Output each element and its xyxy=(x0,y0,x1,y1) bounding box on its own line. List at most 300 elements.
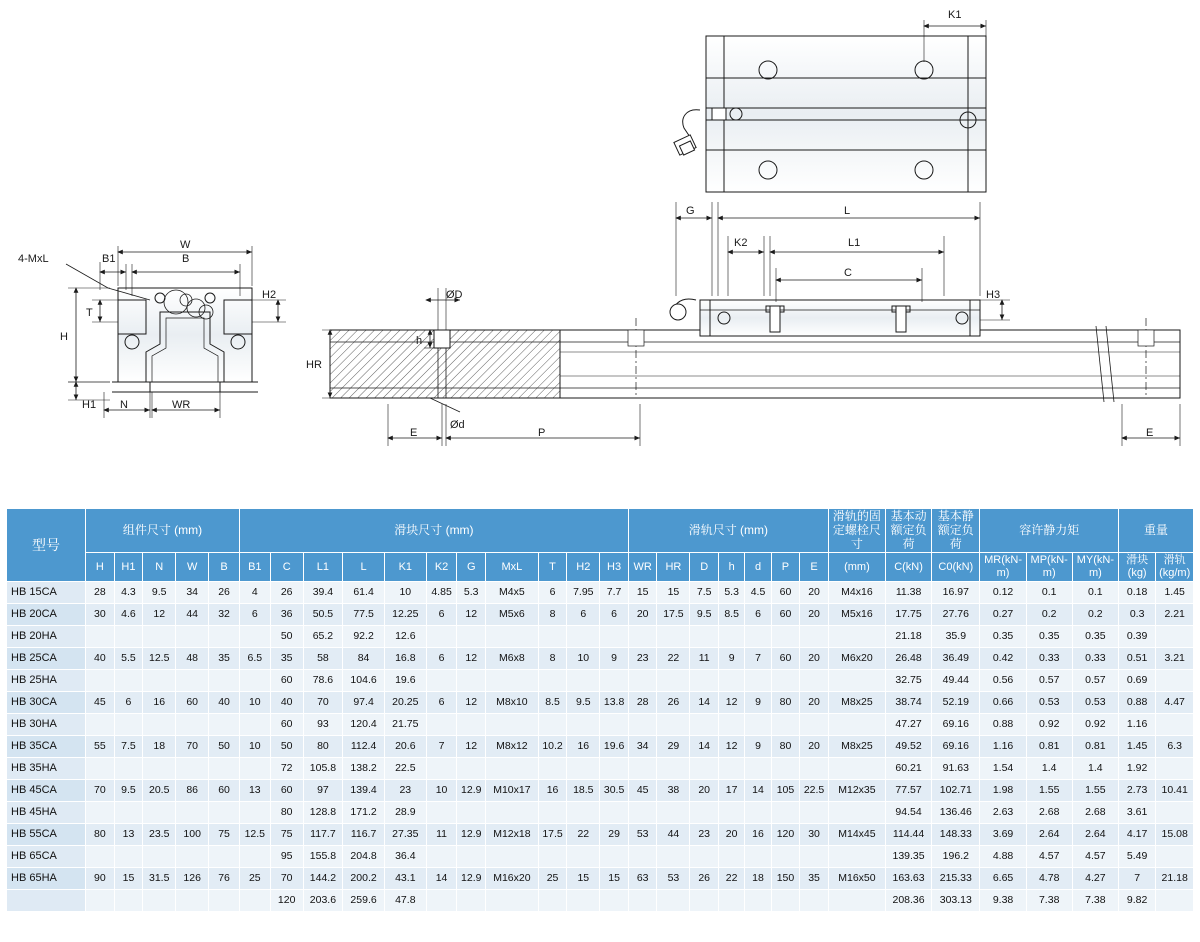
cell-滑轨(kg/m) xyxy=(1156,713,1194,735)
cell-D: 14 xyxy=(690,691,719,713)
cell-D xyxy=(690,801,719,823)
cell-N: 20.5 xyxy=(143,779,176,801)
cell-H2 xyxy=(567,669,600,691)
cell-K2 xyxy=(426,801,457,823)
cell-N: 12 xyxy=(143,603,176,625)
cell-E: 20 xyxy=(800,691,829,713)
spec-table-body xyxy=(7,581,1194,911)
cell-model: HB 45HA xyxy=(7,801,86,823)
cell-C: 36 xyxy=(270,603,303,625)
cell-G: 12 xyxy=(457,603,486,625)
cell-WR xyxy=(628,889,657,911)
cell-W: 70 xyxy=(176,735,209,757)
cell-P: 105 xyxy=(771,779,800,801)
cell-B xyxy=(209,889,240,911)
cell-H3: 13.8 xyxy=(600,691,629,713)
cell-C: 70 xyxy=(270,867,303,889)
label-h: H xyxy=(60,331,68,343)
cell-滑块(kg): 4.17 xyxy=(1118,823,1155,845)
cell-d: 9 xyxy=(745,691,771,713)
cell-HR xyxy=(657,757,690,779)
cell-滑块(kg): 1.92 xyxy=(1118,757,1155,779)
cell-HR xyxy=(657,889,690,911)
cell-C0(kN): 102.71 xyxy=(932,779,980,801)
cell-L: 116.7 xyxy=(343,823,385,845)
top-view-carriage xyxy=(674,9,986,192)
cell-(mm): M16x50 xyxy=(828,867,885,889)
cell-B xyxy=(209,713,240,735)
cell-(mm) xyxy=(828,757,885,779)
cell-H3 xyxy=(600,889,629,911)
cell-E: 35 xyxy=(800,867,829,889)
cell-h xyxy=(718,757,744,779)
cell-B: 60 xyxy=(209,779,240,801)
cell-N xyxy=(143,845,176,867)
cell-C(kN): 94.54 xyxy=(886,801,932,823)
cell-L1: 50.5 xyxy=(303,603,343,625)
th-sub-18: D xyxy=(690,553,719,581)
cell-MR(kN-m): 2.63 xyxy=(980,801,1026,823)
cell-h: 8.5 xyxy=(718,603,744,625)
cell-MR(kN-m): 0.56 xyxy=(980,669,1026,691)
cell-MR(kN-m): 0.66 xyxy=(980,691,1026,713)
cell-P: 80 xyxy=(771,691,800,713)
cell-WR xyxy=(628,757,657,779)
cell-H3: 6 xyxy=(600,603,629,625)
cell-HR xyxy=(657,713,690,735)
cell-N xyxy=(143,625,176,647)
cell-model: HB 20CA xyxy=(7,603,86,625)
cell-(mm) xyxy=(828,625,885,647)
cell-model: HB 30HA xyxy=(7,713,86,735)
cell-K2: 14 xyxy=(426,867,457,889)
cell-滑块(kg): 0.88 xyxy=(1118,691,1155,713)
cell-MR(kN-m): 9.38 xyxy=(980,889,1026,911)
cell-H2 xyxy=(567,713,600,735)
cell-model: HB 25CA xyxy=(7,647,86,669)
cell-滑轨(kg/m): 10.41 xyxy=(1156,779,1194,801)
cell-D xyxy=(690,757,719,779)
label-h3: H3 xyxy=(986,289,1001,301)
cell-MxL xyxy=(486,757,539,779)
cell-C: 80 xyxy=(270,801,303,823)
cell-滑轨(kg/m): 2.21 xyxy=(1156,603,1194,625)
cell-P: 60 xyxy=(771,647,800,669)
cell-MxL xyxy=(486,845,539,867)
cell-P xyxy=(771,757,800,779)
th-group-static: 基本静额定负荷 xyxy=(932,509,980,553)
th-sub-15: H3 xyxy=(600,553,629,581)
cell-H1: 4.6 xyxy=(114,603,143,625)
table-row xyxy=(7,691,1194,713)
spec-table xyxy=(6,508,1194,912)
cell-(mm): M4x16 xyxy=(828,581,885,603)
cell-model: HB 35CA xyxy=(7,735,86,757)
cell-N: 23.5 xyxy=(143,823,176,845)
cell-K1: 23 xyxy=(384,779,426,801)
cell-C0(kN): 215.33 xyxy=(932,867,980,889)
cell-MxL xyxy=(486,889,539,911)
cell-HR xyxy=(657,845,690,867)
cell-MR(kN-m): 0.35 xyxy=(980,625,1026,647)
cell-H: 28 xyxy=(86,581,115,603)
cell-WR xyxy=(628,801,657,823)
cell-C0(kN): 27.76 xyxy=(932,603,980,625)
cell-滑块(kg): 1.16 xyxy=(1118,713,1155,735)
cell-B1: 10 xyxy=(239,691,270,713)
cell-MxL: M4x5 xyxy=(486,581,539,603)
cell-B xyxy=(209,845,240,867)
cell-d: 9 xyxy=(745,735,771,757)
cell-MxL xyxy=(486,669,539,691)
cell-滑轨(kg/m): 3.21 xyxy=(1156,647,1194,669)
cell-滑轨(kg/m): 21.18 xyxy=(1156,867,1194,889)
cell-C: 50 xyxy=(270,625,303,647)
cell-d xyxy=(745,845,771,867)
cell-H2: 18.5 xyxy=(567,779,600,801)
cell-MxL xyxy=(486,625,539,647)
cell-K2: 7 xyxy=(426,735,457,757)
cell-K2: 10 xyxy=(426,779,457,801)
cell-D xyxy=(690,625,719,647)
cell-H xyxy=(86,757,115,779)
th-sub-4: B xyxy=(209,553,240,581)
th-sub-5: B1 xyxy=(239,553,270,581)
cell-G: 12.9 xyxy=(457,823,486,845)
cell-T: 16 xyxy=(538,779,567,801)
cell-MR(kN-m): 1.16 xyxy=(980,735,1026,757)
cell-G: 12.9 xyxy=(457,867,486,889)
table-row xyxy=(7,779,1194,801)
cell-L1: 80 xyxy=(303,735,343,757)
cell-C: 75 xyxy=(270,823,303,845)
cell-H xyxy=(86,801,115,823)
cell-MY(kN-m): 0.92 xyxy=(1072,713,1118,735)
cell-B1: 25 xyxy=(239,867,270,889)
side-view-rail-assembly xyxy=(306,202,1200,446)
cell-HR: 26 xyxy=(657,691,690,713)
cell-MP(kN-m): 0.2 xyxy=(1026,603,1072,625)
cell-C0(kN): 69.16 xyxy=(932,735,980,757)
cell-(mm): M8x25 xyxy=(828,691,885,713)
cell-H3: 19.6 xyxy=(600,735,629,757)
cell-L1: 155.8 xyxy=(303,845,343,867)
cell-H1: 7.5 xyxy=(114,735,143,757)
cell-W xyxy=(176,669,209,691)
th-sub-13: T xyxy=(538,553,567,581)
cell-d: 18 xyxy=(745,867,771,889)
cell-MY(kN-m): 2.64 xyxy=(1072,823,1118,845)
cell-H3: 7.7 xyxy=(600,581,629,603)
cell-C: 72 xyxy=(270,757,303,779)
cell-H2: 7.95 xyxy=(567,581,600,603)
cell-滑轨(kg/m): 15.08 xyxy=(1156,823,1194,845)
cell-K1: 28.9 xyxy=(384,801,426,823)
cell-E xyxy=(800,669,829,691)
cell-T xyxy=(538,757,567,779)
cell-H1 xyxy=(114,889,143,911)
th-sub-7: L1 xyxy=(303,553,343,581)
cell-C(kN): 21.18 xyxy=(886,625,932,647)
cell-model: HB 25HA xyxy=(7,669,86,691)
cell-滑块(kg): 0.18 xyxy=(1118,581,1155,603)
cell-model xyxy=(7,889,86,911)
label-diameter-d-small: Ød xyxy=(450,419,465,431)
cell-B xyxy=(209,669,240,691)
cell-H2 xyxy=(567,625,600,647)
cell-L1: 78.6 xyxy=(303,669,343,691)
cell-H: 90 xyxy=(86,867,115,889)
cell-G xyxy=(457,845,486,867)
cell-model: HB 30CA xyxy=(7,691,86,713)
cell-MxL: M12x18 xyxy=(486,823,539,845)
cell-K2: 6 xyxy=(426,647,457,669)
th-sub-20: d xyxy=(745,553,771,581)
cell-MxL: M6x8 xyxy=(486,647,539,669)
cell-L1: 39.4 xyxy=(303,581,343,603)
cell-K2 xyxy=(426,669,457,691)
cell-W xyxy=(176,757,209,779)
cell-C(kN): 114.44 xyxy=(886,823,932,845)
cell-B: 35 xyxy=(209,647,240,669)
cell-T: 17.5 xyxy=(538,823,567,845)
cell-T xyxy=(538,625,567,647)
cell-model: HB 55CA xyxy=(7,823,86,845)
cell-B: 76 xyxy=(209,867,240,889)
label-e-left: E xyxy=(410,427,418,439)
cell-K2: 11 xyxy=(426,823,457,845)
cell-H3 xyxy=(600,801,629,823)
cell-滑块(kg): 0.3 xyxy=(1118,603,1155,625)
cell-G xyxy=(457,889,486,911)
cell-H: 30 xyxy=(86,603,115,625)
cell-(mm): M5x16 xyxy=(828,603,885,625)
cell-L: 204.8 xyxy=(343,845,385,867)
cell-h: 12 xyxy=(718,735,744,757)
cell-D: 20 xyxy=(690,779,719,801)
cell-C0(kN): 148.33 xyxy=(932,823,980,845)
cell-L1: 203.6 xyxy=(303,889,343,911)
cell-H2: 6 xyxy=(567,603,600,625)
cell-MR(kN-m): 0.27 xyxy=(980,603,1026,625)
cell-T: 8.5 xyxy=(538,691,567,713)
label-t: T xyxy=(86,307,93,319)
cell-G xyxy=(457,625,486,647)
cell-G xyxy=(457,713,486,735)
th-sub-9: K1 xyxy=(384,553,426,581)
cell-滑块(kg): 5.49 xyxy=(1118,845,1155,867)
cell-B1 xyxy=(239,625,270,647)
cell-L: 104.6 xyxy=(343,669,385,691)
cell-(mm) xyxy=(828,845,885,867)
table-row xyxy=(7,669,1194,691)
cell-G: 5.3 xyxy=(457,581,486,603)
label-g: G xyxy=(686,205,695,217)
cell-E: 20 xyxy=(800,603,829,625)
cell-D: 9.5 xyxy=(690,603,719,625)
cell-C: 50 xyxy=(270,735,303,757)
cell-K1: 47.8 xyxy=(384,889,426,911)
cell-H3: 30.5 xyxy=(600,779,629,801)
cell-H: 70 xyxy=(86,779,115,801)
cell-B1 xyxy=(239,801,270,823)
cell-H1 xyxy=(114,713,143,735)
th-sub-27: MP(kN-m) xyxy=(1026,553,1072,581)
label-wr: WR xyxy=(172,399,191,411)
cell-B1: 12.5 xyxy=(239,823,270,845)
cell-H3: 15 xyxy=(600,867,629,889)
cell-B1 xyxy=(239,669,270,691)
cell-H xyxy=(86,845,115,867)
cell-P: 60 xyxy=(771,581,800,603)
cell-滑块(kg): 7 xyxy=(1118,867,1155,889)
cell-MY(kN-m): 4.27 xyxy=(1072,867,1118,889)
cell-C: 95 xyxy=(270,845,303,867)
th-sub-1: H1 xyxy=(114,553,143,581)
cell-P: 150 xyxy=(771,867,800,889)
cell-L: 112.4 xyxy=(343,735,385,757)
cell-N: 18 xyxy=(143,735,176,757)
cell-MP(kN-m): 7.38 xyxy=(1026,889,1072,911)
cell-H3 xyxy=(600,669,629,691)
cell-d: 7 xyxy=(745,647,771,669)
cell-H xyxy=(86,889,115,911)
cell-h: 17 xyxy=(718,779,744,801)
cell-T xyxy=(538,801,567,823)
cell-W: 34 xyxy=(176,581,209,603)
cell-WR: 20 xyxy=(628,603,657,625)
cell-B xyxy=(209,625,240,647)
cell-d xyxy=(745,757,771,779)
cell-(mm): M6x20 xyxy=(828,647,885,669)
cell-H2: 9.5 xyxy=(567,691,600,713)
cell-K1: 20.25 xyxy=(384,691,426,713)
cell-W xyxy=(176,889,209,911)
cell-MP(kN-m): 2.68 xyxy=(1026,801,1072,823)
cell-h: 12 xyxy=(718,691,744,713)
cell-HR: 15 xyxy=(657,581,690,603)
cell-W: 100 xyxy=(176,823,209,845)
cell-C(kN): 17.75 xyxy=(886,603,932,625)
cell-MxL: M16x20 xyxy=(486,867,539,889)
cell-P xyxy=(771,713,800,735)
cell-C0(kN): 52.19 xyxy=(932,691,980,713)
cell-T: 8 xyxy=(538,603,567,625)
th-sub-6: C xyxy=(270,553,303,581)
cell-G xyxy=(457,801,486,823)
cell-C(kN): 32.75 xyxy=(886,669,932,691)
cell-C(kN): 208.36 xyxy=(886,889,932,911)
cell-d xyxy=(745,713,771,735)
cell-L: 61.4 xyxy=(343,581,385,603)
cell-H3 xyxy=(600,845,629,867)
cell-滑轨(kg/m): 6.3 xyxy=(1156,735,1194,757)
cell-MR(kN-m): 1.54 xyxy=(980,757,1026,779)
th-sub-28: MY(kN-m) xyxy=(1072,553,1118,581)
cell-H: 55 xyxy=(86,735,115,757)
th-sub-12: MxL xyxy=(486,553,539,581)
cell-B: 75 xyxy=(209,823,240,845)
cell-B1: 6 xyxy=(239,603,270,625)
th-sub-24: C(kN) xyxy=(886,553,932,581)
cell-HR: 22 xyxy=(657,647,690,669)
th-sub-11: G xyxy=(457,553,486,581)
cell-滑轨(kg/m) xyxy=(1156,889,1194,911)
cell-B xyxy=(209,801,240,823)
cell-D xyxy=(690,845,719,867)
cell-N xyxy=(143,757,176,779)
cell-MY(kN-m): 1.55 xyxy=(1072,779,1118,801)
cell-C0(kN): 49.44 xyxy=(932,669,980,691)
cell-MR(kN-m): 6.65 xyxy=(980,867,1026,889)
cell-H2: 16 xyxy=(567,735,600,757)
cell-MR(kN-m): 1.98 xyxy=(980,779,1026,801)
th-sub-23: (mm) xyxy=(828,553,885,581)
cell-T: 8 xyxy=(538,647,567,669)
cell-C: 120 xyxy=(270,889,303,911)
cell-B1: 10 xyxy=(239,735,270,757)
cell-MP(kN-m): 4.78 xyxy=(1026,867,1072,889)
cell-W xyxy=(176,713,209,735)
cell-(mm): M8x25 xyxy=(828,735,885,757)
cell-B1: 6.5 xyxy=(239,647,270,669)
cell-MR(kN-m): 0.42 xyxy=(980,647,1026,669)
cell-C: 60 xyxy=(270,669,303,691)
cell-WR: 23 xyxy=(628,647,657,669)
cell-H: 80 xyxy=(86,823,115,845)
cell-C0(kN): 69.16 xyxy=(932,713,980,735)
cell-滑块(kg): 0.39 xyxy=(1118,625,1155,647)
cell-K2: 4.85 xyxy=(426,581,457,603)
cell-h: 20 xyxy=(718,823,744,845)
th-sub-25: C0(kN) xyxy=(932,553,980,581)
cell-C0(kN): 196.2 xyxy=(932,845,980,867)
cell-K1: 19.6 xyxy=(384,669,426,691)
cell-C: 35 xyxy=(270,647,303,669)
cell-L: 171.2 xyxy=(343,801,385,823)
cell-B: 32 xyxy=(209,603,240,625)
cell-K2 xyxy=(426,625,457,647)
cell-D: 26 xyxy=(690,867,719,889)
cell-MY(kN-m): 0.57 xyxy=(1072,669,1118,691)
cell-K2 xyxy=(426,713,457,735)
cell-N xyxy=(143,713,176,735)
cell-H2: 22 xyxy=(567,823,600,845)
cell-B: 50 xyxy=(209,735,240,757)
label-k1-top: K1 xyxy=(948,9,962,21)
cell-P xyxy=(771,845,800,867)
cell-MY(kN-m): 1.4 xyxy=(1072,757,1118,779)
th-sub-8: L xyxy=(343,553,385,581)
cell-N: 9.5 xyxy=(143,581,176,603)
cell-B1: 4 xyxy=(239,581,270,603)
th-group-weight: 重量 xyxy=(1118,509,1193,553)
cell-C: 40 xyxy=(270,691,303,713)
cell-MP(kN-m): 0.53 xyxy=(1026,691,1072,713)
cell-滑块(kg): 3.61 xyxy=(1118,801,1155,823)
cell-H2: 15 xyxy=(567,867,600,889)
cell-T xyxy=(538,889,567,911)
table-row xyxy=(7,603,1194,625)
cell-L: 138.2 xyxy=(343,757,385,779)
label-l1: L1 xyxy=(848,237,861,249)
cell-N: 12.5 xyxy=(143,647,176,669)
th-group-block: 滑块尺寸 (mm) xyxy=(239,509,628,553)
cell-h xyxy=(718,669,744,691)
label-h-small: h xyxy=(416,335,423,347)
cell-C: 26 xyxy=(270,581,303,603)
label-hr: HR xyxy=(306,359,322,371)
